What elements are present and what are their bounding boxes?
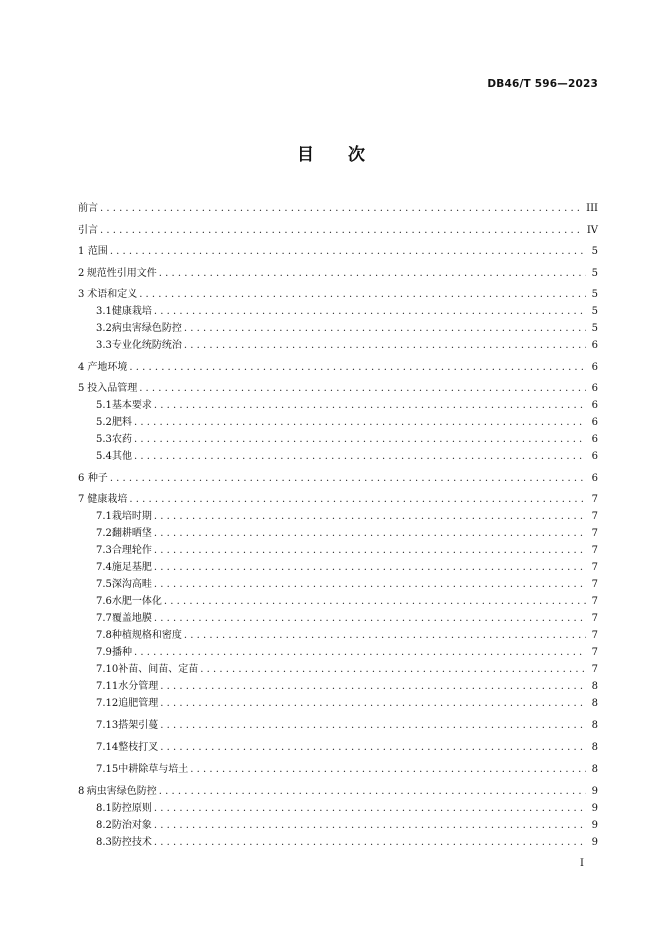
toc-entry-label: 水分管理: [118, 681, 159, 692]
toc-leader-dots: [139, 381, 586, 397]
toc-entry-number: 7.7: [96, 613, 112, 624]
toc-entry-number: 3.3: [96, 340, 112, 351]
toc-entry-page: 7: [591, 647, 598, 658]
toc-leader-dots: [154, 526, 586, 542]
toc-entry-page: 6: [591, 361, 598, 373]
toc-entry-page: 5: [591, 306, 598, 317]
toc-leader-dots: [154, 611, 586, 627]
toc-leader-dots: [160, 718, 586, 734]
toc-entry-label: 补苗、间苗、定苗: [118, 664, 199, 675]
toc-leader-dots: [154, 835, 586, 851]
toc-entry-page: 7: [591, 613, 598, 624]
toc-entry[interactable]: [78, 266, 598, 282]
toc-entry-label: 规范性引用文件: [86, 267, 157, 279]
toc-entry-label: 健康栽培: [87, 494, 128, 505]
toc-entry[interactable]: [78, 471, 598, 487]
toc-leader-dots: [154, 509, 586, 525]
toc-entry-number: 7.3: [96, 545, 112, 556]
toc-entry-page: 7: [591, 562, 598, 573]
toc-entry-page: 6: [591, 434, 598, 445]
toc-entry-number: 6: [78, 472, 85, 484]
toc-entry-label: 投入品管理: [87, 383, 138, 394]
toc-entry-number: 7.10: [96, 664, 119, 675]
toc-entry-number: 2: [78, 267, 85, 279]
toc-entry[interactable]: [78, 415, 598, 431]
toc-entry-page: 7: [591, 596, 598, 607]
toc-entry-page: 9: [591, 836, 598, 848]
toc-leader-dots: [134, 415, 586, 431]
toc-leader-dots: [100, 223, 583, 239]
toc-entry-page: 8: [591, 681, 598, 692]
toc-entry-number: 4: [78, 361, 85, 373]
toc-entry[interactable]: [78, 398, 598, 414]
toc-entry-label: 防控技术: [111, 836, 152, 848]
toc-entry-label: 健康栽培: [111, 306, 152, 317]
toc-entry-label: 合理轮作: [111, 545, 152, 556]
toc-leader-dots: [134, 432, 586, 448]
toc-entry-number: 7.9: [96, 647, 112, 658]
toc-entry[interactable]: [78, 801, 598, 817]
toc-leader-dots: [154, 577, 586, 593]
toc-leader-dots: [164, 594, 586, 610]
toc-leader-dots: [160, 679, 586, 695]
toc-entry-page: 7: [591, 545, 598, 556]
table-of-contents: [78, 201, 598, 851]
toc-entry[interactable]: [78, 762, 598, 778]
toc-entry-number: 5.3: [96, 434, 112, 445]
toc-entry-number: 5.4: [96, 451, 112, 462]
toc-entry-page: III: [586, 203, 598, 214]
toc-entry-number: 8.3: [96, 836, 112, 848]
toc-entry-label: 水肥一体化: [111, 596, 162, 607]
toc-leader-dots: [184, 321, 586, 337]
toc-entry[interactable]: [78, 360, 598, 376]
toc-entry[interactable]: [78, 321, 598, 337]
toc-leader-dots: [134, 645, 586, 661]
toc-entry-number: 7.12: [96, 698, 119, 709]
toc-entry[interactable]: [78, 645, 598, 661]
toc-entry[interactable]: [78, 662, 598, 678]
toc-leader-dots: [154, 801, 586, 817]
toc-entry[interactable]: [78, 449, 598, 465]
toc-entry-number: 3.1: [96, 306, 112, 317]
toc-entry-number: 7.8: [96, 630, 112, 641]
toc-entry-label: 翻耕晒垡: [111, 528, 152, 539]
toc-entry-page: 9: [591, 802, 598, 814]
toc-leader-dots: [154, 560, 586, 576]
toc-leader-dots: [154, 818, 586, 834]
toc-leader-dots: [139, 287, 586, 303]
toc-leader-dots: [134, 449, 586, 465]
toc-entry[interactable]: [78, 679, 598, 695]
toc-entry-label: 农药: [112, 434, 133, 445]
toc-entry[interactable]: [78, 577, 598, 593]
toc-entry-label: 种子: [87, 472, 108, 484]
toc-entry-page: 8: [591, 742, 598, 753]
toc-entry-page: IV: [586, 224, 598, 236]
toc-entry-number: 7.2: [96, 528, 112, 539]
toc-entry-page: 5: [591, 246, 598, 257]
toc-entry-page: 7: [591, 494, 598, 505]
toc-entry[interactable]: [78, 611, 598, 627]
toc-entry[interactable]: [78, 560, 598, 576]
toc-entry-page: 5: [591, 267, 598, 279]
document-code: DB46/T 596—2023: [487, 78, 598, 90]
toc-entry[interactable]: [78, 244, 598, 260]
toc-entry-page: 6: [591, 383, 598, 394]
toc-entry[interactable]: [78, 338, 598, 354]
toc-entry[interactable]: [78, 287, 598, 303]
toc-entry-number: 8: [78, 785, 85, 797]
page-title: 目 次: [297, 145, 365, 165]
toc-entry-page: 6: [591, 451, 598, 462]
toc-entry-number: 7.15: [96, 764, 119, 775]
toc-entry-label: 防治对象: [111, 819, 152, 831]
toc-entry-label: 引言: [78, 224, 98, 236]
toc-entry-page: 7: [591, 630, 598, 641]
toc-entry-label: 前言: [78, 203, 98, 214]
toc-entry-number: 7.6: [96, 596, 112, 607]
toc-leader-dots: [110, 471, 586, 487]
toc-entry-label: 种植规格和密度: [111, 630, 182, 641]
toc-entry[interactable]: [78, 543, 598, 559]
toc-leader-dots: [159, 266, 586, 282]
toc-entry-number: 7: [78, 494, 85, 505]
toc-entry-page: 7: [591, 664, 598, 675]
toc-entry-page: 7: [591, 511, 598, 522]
toc-leader-dots: [110, 244, 586, 260]
toc-entry-number: 5: [78, 383, 85, 394]
toc-entry[interactable]: [78, 381, 598, 397]
toc-entry[interactable]: [78, 818, 598, 834]
toc-leader-dots: [129, 360, 586, 376]
toc-entry-label: 施足基肥: [111, 562, 152, 573]
toc-entry[interactable]: [78, 526, 598, 542]
toc-entry-label: 覆盖地膜: [111, 613, 152, 624]
toc-entry[interactable]: [78, 304, 598, 320]
toc-entry[interactable]: [78, 432, 598, 448]
toc-entry-page: 8: [591, 698, 598, 709]
toc-entry-number: 3: [78, 289, 85, 300]
toc-leader-dots: [160, 696, 586, 712]
toc-leader-dots: [190, 762, 586, 778]
toc-entry-number: 8.1: [96, 802, 112, 814]
toc-entry-page: 6: [591, 472, 598, 484]
toc-entry-label: 中耕除草与培土: [118, 764, 189, 775]
toc-entry-number: 7.4: [96, 562, 112, 573]
toc-entry-label: 搭架引蔓: [118, 720, 159, 731]
toc-entry-label: 防控原则: [111, 802, 152, 814]
toc-leader-dots: [159, 784, 586, 800]
toc-entry-page: 9: [591, 785, 598, 797]
toc-leader-dots: [154, 543, 586, 559]
toc-leader-dots: [184, 338, 586, 354]
toc-entry-page: 7: [591, 528, 598, 539]
toc-entry[interactable]: [78, 509, 598, 525]
toc-entry-page: 8: [591, 764, 598, 775]
toc-entry[interactable]: [78, 718, 598, 734]
toc-entry-label: 栽培时期: [111, 511, 152, 522]
toc-entry-page: 6: [591, 340, 598, 351]
toc-entry[interactable]: [78, 835, 598, 851]
toc-entry[interactable]: [78, 696, 598, 712]
toc-leader-dots: [129, 492, 586, 508]
toc-entry-label: 基本要求: [111, 400, 152, 411]
toc-entry-page: 7: [591, 579, 598, 590]
toc-entry-number: 1: [78, 246, 85, 257]
toc-entry[interactable]: [78, 594, 598, 610]
toc-entry[interactable]: [78, 740, 598, 756]
toc-entry-number: 7.1: [96, 511, 112, 522]
toc-leader-dots: [154, 304, 586, 320]
toc-entry-number: 5.2: [96, 417, 112, 428]
toc-entry-page: 8: [591, 720, 598, 731]
toc-entry-number: 7.14: [96, 742, 119, 753]
toc-entry-label: 术语和定义: [87, 289, 138, 300]
toc-entry-number: 8.2: [96, 819, 112, 831]
toc-entry-number: 3.2: [96, 323, 112, 334]
toc-entry-number: 7.5: [96, 579, 112, 590]
toc-entry[interactable]: [78, 223, 598, 239]
toc-entry-label: 产地环境: [87, 361, 128, 373]
toc-entry[interactable]: [78, 492, 598, 508]
toc-entry-label: 病虫害绿色防控: [86, 785, 157, 797]
toc-leader-dots: [100, 201, 582, 217]
page-number: I: [580, 858, 584, 869]
toc-entry[interactable]: [78, 628, 598, 644]
toc-entry-page: 6: [591, 417, 598, 428]
toc-entry-page: 6: [591, 400, 598, 411]
toc-entry-label: 专业化统防统治: [111, 340, 182, 351]
toc-leader-dots: [184, 628, 586, 644]
toc-entry-page: 5: [591, 289, 598, 300]
toc-entry-label: 病虫害绿色防控: [111, 323, 182, 334]
toc-entry-page: 9: [591, 819, 598, 831]
toc-leader-dots: [154, 398, 586, 414]
toc-entry-label: 播种: [112, 647, 133, 658]
toc-entry-label: 其他: [112, 451, 133, 462]
toc-entry-label: 范围: [87, 246, 108, 257]
toc-entry[interactable]: [78, 784, 598, 800]
toc-leader-dots: [160, 740, 586, 756]
toc-entry-label: 追肥管理: [118, 698, 159, 709]
toc-leader-dots: [200, 662, 586, 678]
toc-entry-label: 肥料: [112, 417, 133, 428]
toc-entry-number: 5.1: [96, 400, 112, 411]
toc-entry-number: 7.13: [96, 720, 119, 731]
toc-entry-page: 5: [591, 323, 598, 334]
toc-entry-label: 深沟高畦: [111, 579, 152, 590]
toc-entry-number: 7.11: [96, 681, 119, 692]
toc-entry[interactable]: [78, 201, 598, 217]
toc-entry-label: 整枝打叉: [118, 742, 159, 753]
